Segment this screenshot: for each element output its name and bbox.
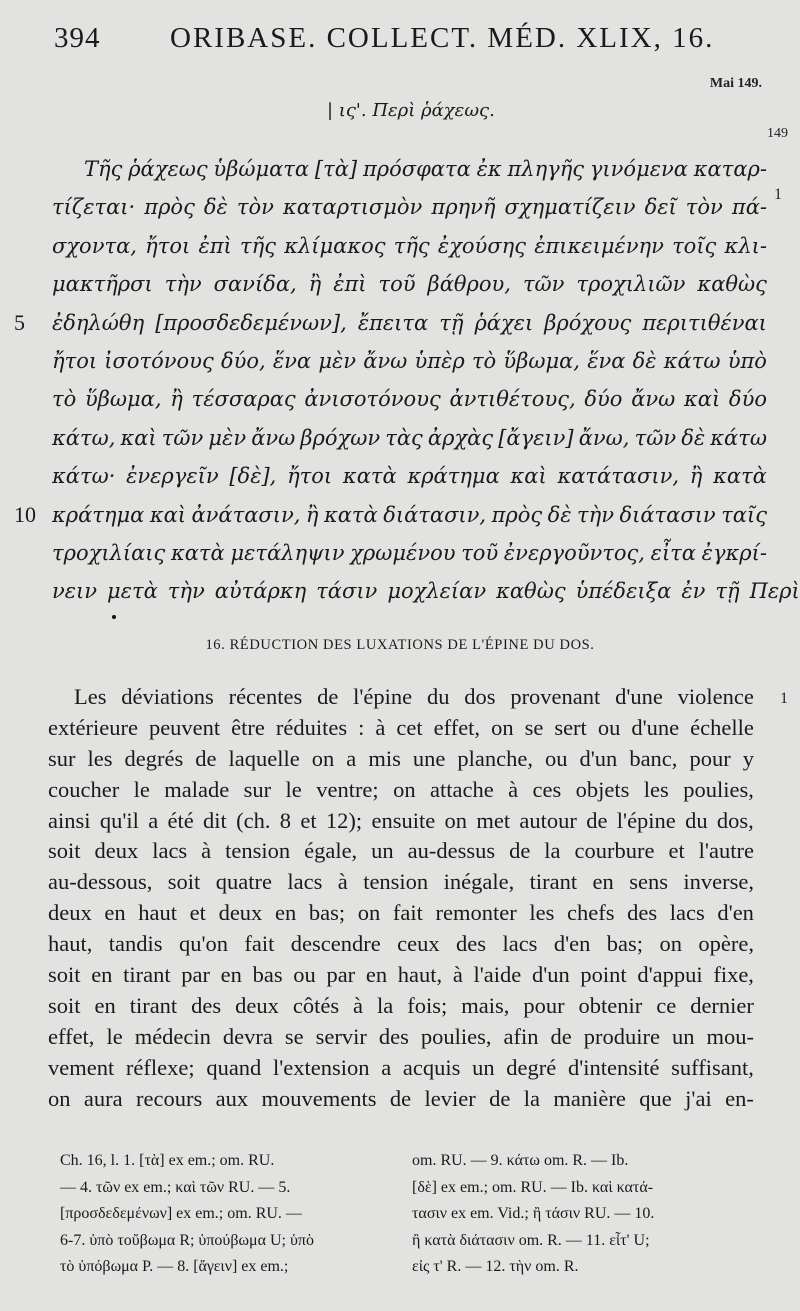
greek-line-text: νειν μετὰ τὴν αὐτάρκη τάσιν μοχλείαν καθὼς ὑπέδειξα ἐν τῇ Περὶ xyxy=(52,579,800,604)
greek-line-text: τροχιλίαις κατὰ μετάληψιν χρωμένου τοῦ ἐνεργοῦντος, εἶτα ἐγκρί- xyxy=(52,540,767,565)
greek-line-text: ἐδηλώθη [προσδεδεμένων], ἔπειτα τῇ ῥάχει βρόχους περιτιθέναι xyxy=(52,310,767,335)
french-line: soit deux lacs à tension égale, un au-dessus de la courbure et l'autre xyxy=(48,838,754,864)
greek-line-text: κάτω, καὶ τῶν μὲν ἄνω βρόχων τὰς ἀρχὰς [ἄγειν] ἄνω, τῶν δὲ κάτω xyxy=(52,425,767,450)
french-line: au-dessous, soit quatre lacs à tension inégale, tirant en sens inverse, xyxy=(48,869,754,895)
apparatus-line: [προσδεδεμένων] ex em.; om. RU. — xyxy=(60,1205,302,1222)
line-number: 5 xyxy=(14,309,25,335)
greek-line-text: σχοντα, ἤτοι ἐπὶ τῆς κλίμακος τῆς ἐχούσης ἐπικειμένην τοῖς κλι- xyxy=(52,233,767,258)
french-line: haut, tandis qu'on fait descendre ceux des lacs d'en bas; on opère, xyxy=(48,931,754,957)
greek-line xyxy=(52,342,767,380)
apparatus-line: — 4. τῶν ex em.; καὶ τῶν RU. — 5. xyxy=(60,1178,291,1196)
french-line: deux en haut et deux en bas; on fait remonter les chefs des lacs d'en xyxy=(48,900,754,926)
french-section-heading: 16. RÉDUCTION DES LUXATIONS DE L'ÉPINE DU DOS. xyxy=(205,637,595,653)
greek-line-text: ἤτοι ἰσοτόνους δύο, ἕνα μὲν ἄνω ὑπὲρ τὸ ὕβωμα, ἕνα δὲ κάτω ὑπὸ xyxy=(52,348,767,373)
greek-line-text: τὸ ὕβωμα, ἢ τέσσαρας ἀνισοτόνους ἀντιθέτους, δύο ἄνω καὶ δύο xyxy=(52,387,767,412)
french-line: coucher le malade sur le ventre; on attache à ces objets les poulies, xyxy=(48,776,754,802)
french-line: vement réflexe; quand l'extension a acquis un degré d'intensité suffisant, xyxy=(48,1054,754,1080)
greek-line xyxy=(52,419,767,457)
greek-line-text: Τῆς ῥάχεως ὑβώματα [τὰ] πρόσφατα ἐκ πληγῆς γινόμενα καταρ- xyxy=(84,157,767,181)
margin-edition-ref: Mai 149. xyxy=(709,76,762,91)
french-line: sur les degrés de laquelle on a mis une planche, ou d'un banc, pour y xyxy=(48,745,754,771)
margin-french-ref: 1 xyxy=(780,690,788,707)
french-line: extérieure peuvent être réduites : à cet effet, on se sert ou d'une échelle xyxy=(48,714,754,740)
apparatus-line: τασιν ex em. Vid.; ἢ τάσιν RU. — 10. xyxy=(412,1205,655,1222)
french-line: Les déviations récentes de l'épine du dos provenant d'une violence xyxy=(74,684,754,709)
greek-line xyxy=(52,534,767,572)
greek-line xyxy=(14,304,767,342)
greek-line xyxy=(52,457,767,495)
greek-text-block xyxy=(14,150,800,611)
french-line: effet, le médecin devra se servir des poulies, afin de produire un mou- xyxy=(48,1023,754,1049)
separator-dot xyxy=(112,615,116,619)
french-text-block xyxy=(48,682,754,1114)
apparatus-line: Ch. 16, l. 1. [τὰ] ex em.; om. RU. xyxy=(60,1152,275,1169)
line-number: 10 xyxy=(14,501,36,527)
apparatus-right-column xyxy=(412,1148,760,1281)
greek-line-text: κάτω· ἐνεργεῖν [δὲ], ἤτοι κατὰ κράτημα καὶ κατάτασιν, ἢ κατὰ xyxy=(52,464,767,489)
apparatus-line: τὸ ὑπόβωμα P. — 8. [ἄγειν] ex em.; xyxy=(60,1258,289,1275)
greek-line xyxy=(52,572,800,610)
greek-line xyxy=(52,150,767,188)
apparatus-line: om. RU. — 9. κάτω om. R. — Ib. xyxy=(412,1152,629,1169)
running-title: ORIBASE. COLLECT. MÉD. XLIX, 16. xyxy=(170,22,715,54)
french-line: soit en tirant par en bas ou par en haut, à l'aide d'un point d'appui fixe, xyxy=(48,962,754,988)
greek-line-text: κράτημα καὶ ἀνάτασιν, ἢ κατὰ διάτασιν, πρὸς δὲ τὴν διάτασιν ταῖς xyxy=(52,502,767,527)
greek-line xyxy=(52,227,767,265)
margin-page-ref: 149 xyxy=(767,126,788,141)
greek-line xyxy=(52,380,767,418)
apparatus-line: ἢ κατὰ διάτασιν om. R. — 11. εἶτ' U; xyxy=(412,1231,650,1249)
greek-line-text: τίζεται· πρὸς δὲ τὸν καταρτισμὸν πρηνῆ σχηματίζειν δεῖ τὸν πά- xyxy=(52,195,767,220)
apparatus-line: [δὲ] ex em.; om. RU. — Ib. καὶ κατά- xyxy=(412,1178,654,1196)
greek-section-heading: | ις'. Περὶ ῥάχεως. xyxy=(327,100,495,121)
margin-greek-ref: 1 xyxy=(774,186,782,203)
greek-line xyxy=(52,188,767,226)
apparatus-left-column xyxy=(60,1148,380,1281)
greek-line xyxy=(52,265,767,303)
greek-line-text: μακτῆρσι τὴν σανίδα, ἢ ἐπὶ τοῦ βάθρου, τῶν τροχιλιῶν καθὼς xyxy=(52,272,767,297)
apparatus-line: 6-7. ὑπὸ τοὔβωμα R; ὑπούβωμα U; ὑπὸ xyxy=(60,1231,314,1249)
french-line: ainsi qu'il a été dit (ch. 8 et 12); ensuite on met autour de l'épine du dos, xyxy=(48,807,754,833)
apparatus-line: εἰς τ' R. — 12. τὴν om. R. xyxy=(412,1258,579,1275)
french-line: soit en tirant des deux côtés à la fois; mais, pour obtenir ce dernier xyxy=(48,992,754,1018)
french-line: on aura recours aux mouvements de levier de la manière que j'ai en- xyxy=(48,1085,754,1111)
greek-line xyxy=(14,496,767,534)
page-number: 394 xyxy=(54,22,101,54)
